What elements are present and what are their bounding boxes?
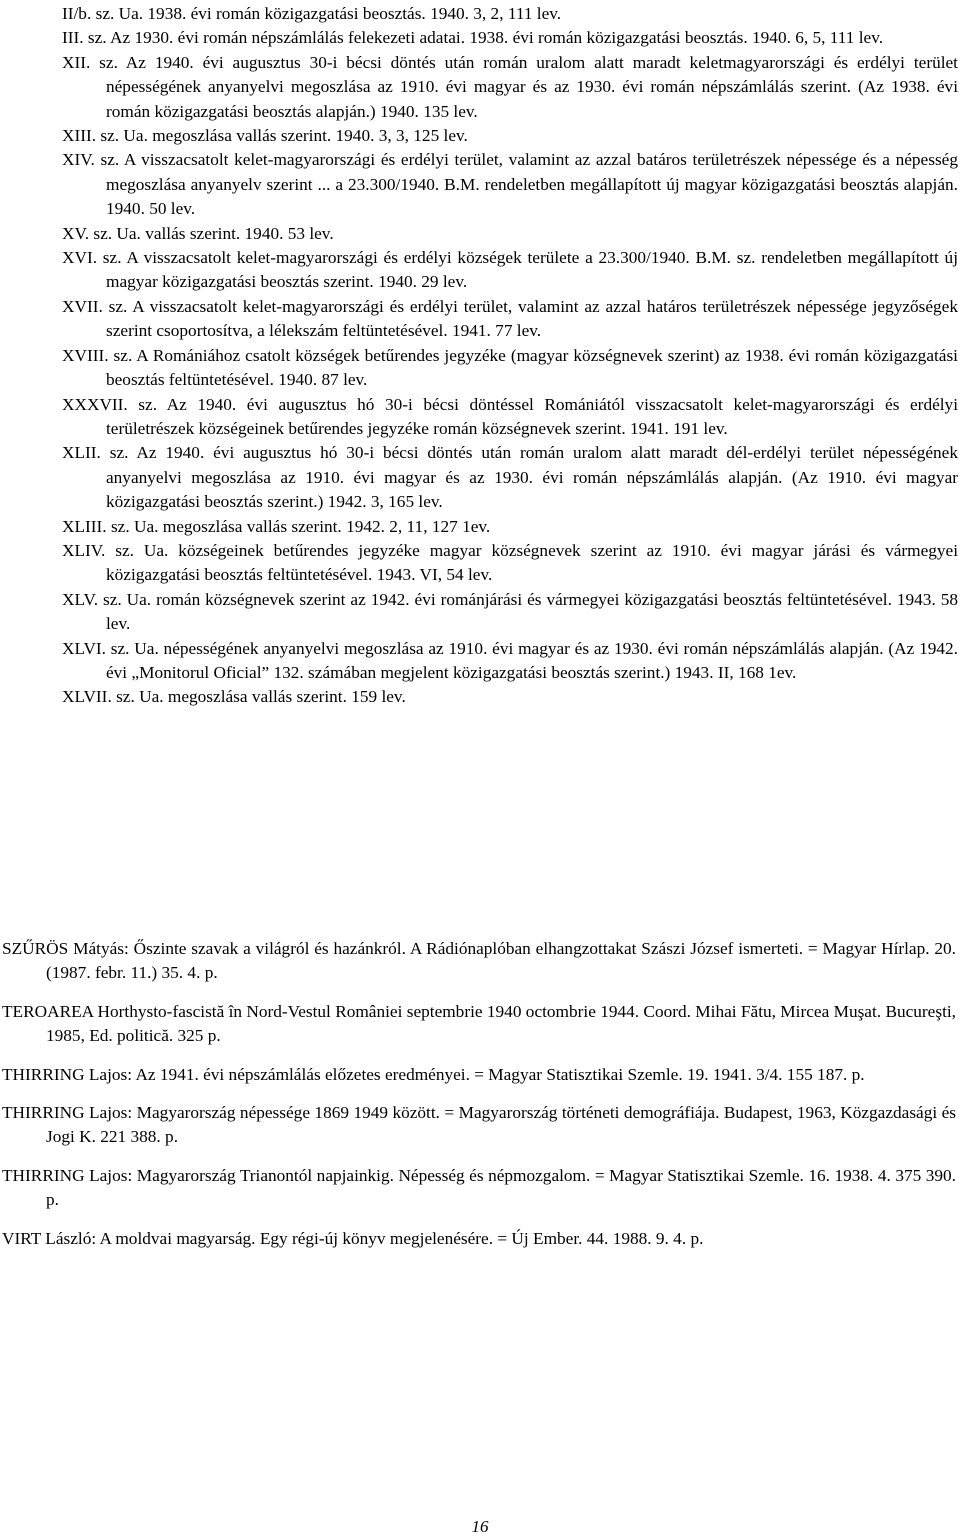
- bibliography-item: [2, 1164, 956, 1213]
- bibliography-text: Magyarország népessége 1869 1949 között. = Magyarország történeti demográfiája. Budapest, 1963, Közgazdasági és Jogi K. 221 388. p.: [46, 1103, 956, 1147]
- entry-item: XLVI. sz. Ua. népességének anyanyelvi megoszlása az 1910. évi magyar és az 1930. évi román népszámlálás alapján. (Az 1942. évi „Monitorul Oficial” 132. számában megjelent közigazgatási beosztás szerint.) 1943. II, 168 1ev.: [62, 638, 958, 682]
- entry-item: XXXVII. sz. Az 1940. évi augusztus hó 30-i bécsi döntéssel Romániától visszacsatolt kelet-magyarországi és erdélyi területrészek községeinek betűrendes jegyzéke román községnevek szerint. 1941. 191 lev.: [62, 394, 958, 438]
- entry-item: XVI. sz. A visszacsatolt kelet-magyarországi és erdélyi községek területe a 23.300/1940. B.M. sz. rendeletben megállapított új magyar közigazgatási beosztás szerint. 1940. 29 lev.: [62, 248, 958, 292]
- bibliography-item: [2, 1063, 956, 1087]
- bibliography-text: Magyarország Trianontól napjainkig. Népesség és népmozgalom. = Magyar Statisztikai Szemle. 16. 1938. 4. 375 390. p.: [46, 1165, 956, 1210]
- bibliography-author: VIRT László:: [2, 1228, 97, 1248]
- entry-item: II/b. sz. Ua. 1938. évi román közigazgatási beosztás. 1940. 3, 2, 111 lev.: [62, 4, 562, 23]
- entry-item: III. sz. Az 1930. évi román népszámlálás felekezeti adatai. 1938. évi román közigazgatási beosztás. 1940. 6, 5, 111 lev.: [62, 28, 884, 48]
- entry-item: XLIII. sz. Ua. megoszlása vallás szerint. 1942. 2, 11, 127 1ev.: [62, 516, 491, 536]
- bibliography-author: TEROAREA: [2, 1001, 94, 1021]
- entry-item: XVII. sz. A visszacsatolt kelet-magyarországi és erdélyi terület, valamint az azzal határos területrészek népessége jegyzőségek szerint csoportosítva, a lélekszám feltüntetésével. 1941. 77 lev.: [62, 296, 958, 341]
- bibliography-item: [2, 937, 956, 986]
- bibliography-author: THIRRING Lajos:: [2, 1103, 133, 1123]
- bibliography-list: [2, 937, 956, 1265]
- series-entry-list: [62, 2, 958, 710]
- bibliography-author: THIRRING Lajos:: [2, 1064, 133, 1084]
- bibliography-item: [2, 1227, 956, 1251]
- entry-item: XIV. sz. A visszacsatolt kelet-magyarországi és erdélyi terület, valamint az azzal batáros területrészek népessége és a népesség megoszlása anyanyelv szerint ... a 23.300/1940. B.M. rendeletben megállapított új magyar közigazgatási beosztás alapján. 1940. 50 lev.: [62, 150, 958, 219]
- entry-item: XV. sz. Ua. vallás szerint. 1940. 53 lev.: [62, 223, 334, 243]
- bibliography-item: [2, 1000, 956, 1049]
- bibliography-item: [2, 1101, 956, 1150]
- entry-item: XLV. sz. Ua. román községnevek szerint az 1942. évi románjárási és vármegyei közigazgatási beosztás feltüntetésével. 1943. 58 lev.: [62, 589, 958, 634]
- bibliography-text: Őszinte szavak a világról és hazánkról. A Rádiónaplóban elhangzottakat Szászi József ismerteti. = Magyar Hírlap. 20. (1987. febr. 11.) 35. 4. p.: [46, 939, 956, 983]
- bibliography-text: Horthysto-fascistă în Nord-Vestul României septembrie 1940 octombrie 1944. Coord. Mihai Fătu, Mircea Muşat. Bucureşti, 1985, Ed. politică. 325 p.: [46, 1001, 956, 1046]
- bibliography-author: SZŰRÖS Mátyás:: [2, 939, 129, 958]
- bibliography-author: THIRRING Lajos:: [2, 1165, 133, 1185]
- page-number: 16: [471, 1517, 489, 1536]
- entry-item: XLIV. sz. Ua. községeinek betűrendes jegyzéke magyar községnevek szerint az 1910. évi magyar járási és vármegyei közigazgatási beosztás feltüntetésével. 1943. VI, 54 lev.: [62, 540, 958, 585]
- bibliography-text: Az 1941. évi népszámlálás előzetes eredményei. = Magyar Statisztikai Szemle. 19. 1941. 3/4. 155 187. p.: [132, 1064, 865, 1084]
- entry-item: XIII. sz. Ua. megoszlása vallás szerint. 1940. 3, 3, 125 lev.: [62, 126, 468, 146]
- entry-item: XLII. sz. Az 1940. évi augusztus hó 30-i bécsi döntés után román uralom alatt maradt dél-erdélyi terület népességének anyanyelvi megoszlása az 1910. évi magyar és az 1930. évi román népszámlálás alapján. (Az 1910. évi magyar közigazgatási beosztás szerint.) 1942. 3, 165 lev.: [62, 443, 958, 512]
- bibliography-text: A moldvai magyarság. Egy régi-új könyv megjelenésére. = Új Ember. 44. 1988. 9. 4. p.: [96, 1228, 704, 1248]
- entry-item: XII. sz. Az 1940. évi augusztus 30-i bécsi döntés után román uralom alatt maradt keletmagyarországi és erdélyi terület népességének anyanyelvi megoszlása az 1910. évi magyar és az 1930. évi román népszámlálás szerint. (Az 1938. évi román közigazgatási beosztás alapján.) 1940. 135 lev.: [62, 52, 958, 121]
- entry-item: XLVII. sz. Ua. megoszlása vallás szerint. 159 lev.: [62, 687, 406, 707]
- entry-item: XVIII. sz. A Romániához csatolt községek betűrendes jegyzéke (magyar községnevek szerint) az 1938. évi román közigazgatási beosztás feltüntetésével. 1940. 87 lev.: [62, 345, 958, 390]
